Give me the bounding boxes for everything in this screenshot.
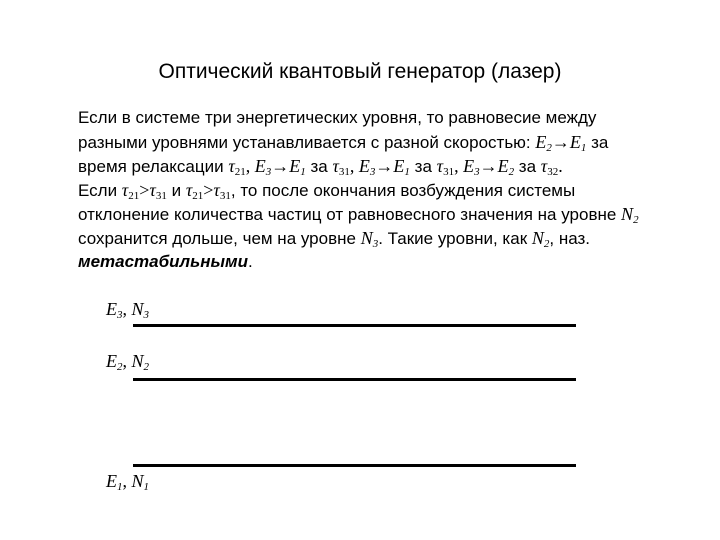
text-line-1 [78,106,698,130]
subscript: 31 [338,166,350,178]
arrow-symbol: → [271,156,290,176]
text-fragment: . Такие уровни, как [378,229,532,248]
level-label-e2 [106,350,149,378]
text-fragment: , то после окончания возбуждения системы [230,181,576,200]
symbol-tau: τ [332,156,339,176]
symbol-tau: τ [228,156,235,176]
symbol-N: N [531,228,544,248]
subscript: 1 [404,166,410,178]
text-fragment: , [454,156,464,176]
subscript: 31 [443,166,455,178]
symbol-N: N [131,351,144,371]
symbol-tau: τ [149,180,156,200]
subscript: 3 [474,166,480,178]
subscript: 21 [234,166,246,178]
symbol-N: N [360,228,373,248]
symbol-E: E [497,156,509,176]
text-fragment: разными уровнями устанавливается с разной скоростью: [78,133,536,152]
subscript: 2 [117,361,123,373]
subscript: 31 [155,190,167,202]
symbol-E: E [393,156,405,176]
arrow-symbol: → [375,156,394,176]
subscript: 21 [192,190,204,202]
symbol-N: N [131,299,144,319]
symbol-tau: τ [540,156,548,176]
separator: , [122,471,132,491]
text-fragment: Если в системе три энергетических уровня, то равновесие между [78,108,597,127]
arrow-symbol: → [551,132,570,152]
slide-body-text [78,106,698,274]
text-fragment: , [349,156,359,176]
symbol-tau: τ [436,156,444,176]
greater-than-symbol: > [203,180,214,200]
text-fragment: . [558,156,563,176]
greater-than-symbol: > [139,180,150,200]
text-fragment: за [409,157,437,176]
text-fragment: Если [78,181,122,200]
symbol-tau: τ [213,180,220,200]
subscript: 32 [547,166,559,178]
text-line-5 [78,202,698,226]
subscript: 1 [580,142,587,154]
text-fragment: за [305,157,333,176]
symbol-E: E [106,299,117,319]
symbol-E: E [358,156,370,176]
text-fragment: сохранится дольше, чем на уровне [78,229,361,248]
energy-level-line-2 [133,378,576,381]
subscript: 3 [265,166,272,178]
symbol-E: E [463,156,475,176]
text-line-7 [78,250,698,274]
symbol-E: E [106,471,117,491]
symbol-tau: τ [185,180,193,200]
text-fragment: время релаксации [78,157,229,176]
text-line-4 [78,178,698,202]
text-fragment: за [586,133,609,152]
symbol-E: E [254,156,266,176]
text-fragment: , [245,156,255,176]
energy-level-line-1 [133,464,576,467]
symbol-N: N [131,471,144,491]
subscript: 1 [143,481,150,493]
level-label-e3 [106,298,149,326]
text-fragment: отклонение количества частиц от равновесного значения на уровне [78,205,622,224]
symbol-E: E [289,156,301,176]
emphasis-term: метастабильными [78,252,248,271]
subscript: 2 [543,238,550,250]
subscript: 3 [372,238,379,250]
text-fragment: за [514,157,541,176]
text-fragment: . [247,252,253,271]
subscript: 2 [508,166,515,178]
separator: , [122,299,132,319]
subscript: 3 [117,309,123,321]
symbol-tau: τ [121,180,129,200]
symbol-E: E [535,132,547,152]
slide-title: Оптический квантовый генератор (лазер) [158,60,562,83]
subscript: 2 [143,361,150,373]
subscript: 1 [300,166,306,178]
symbol-E: E [569,132,581,152]
subscript: 3 [143,309,150,321]
subscript: 1 [117,481,123,493]
separator: , [122,351,132,371]
subscript: 3 [369,166,376,178]
symbol-N: N [621,204,634,224]
subscript: 2 [546,142,552,154]
arrow-symbol: → [479,156,498,176]
subscript: 21 [128,190,140,202]
level-label-e1 [106,470,149,498]
text-fragment: и [166,181,186,200]
subscript: 2 [633,214,639,226]
text-line-6 [78,226,698,250]
energy-level-line-3 [133,324,576,327]
text-line-2 [78,130,698,154]
text-fragment: , наз. [549,229,590,248]
symbol-E: E [106,351,117,371]
subscript: 31 [219,190,231,202]
text-line-3 [78,154,698,178]
